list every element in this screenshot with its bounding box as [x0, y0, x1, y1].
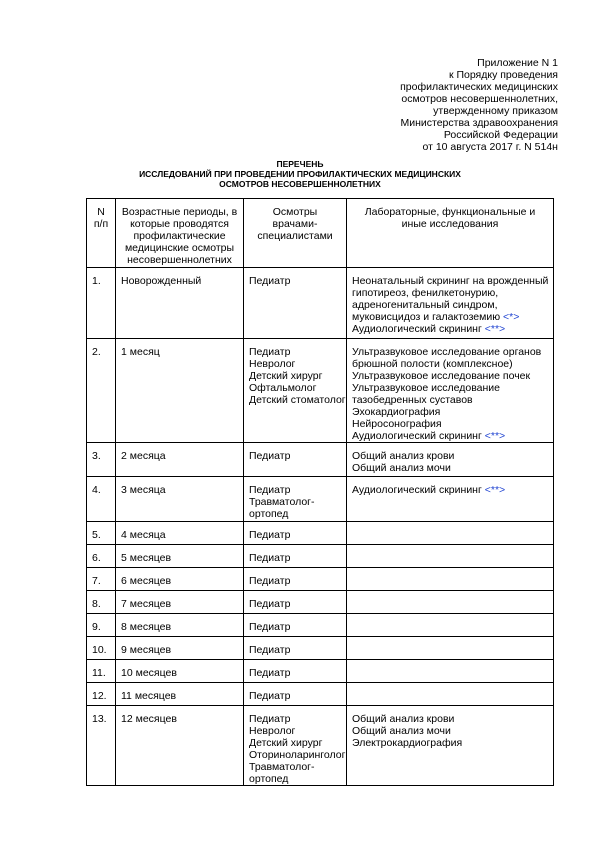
- row-age-period: 9 месяцев: [116, 637, 244, 660]
- row-age-period: 2 месяца: [116, 443, 244, 477]
- doctor-line: ортопед: [249, 508, 289, 520]
- row-tests: [347, 443, 554, 477]
- appendix-line: Российской Федерации: [443, 129, 558, 141]
- row-doctors: [244, 268, 347, 339]
- row-age-period: 3 месяца: [116, 477, 244, 522]
- doctor-line: Педиатр: [249, 713, 291, 725]
- table-row: [87, 545, 554, 568]
- test-line: [352, 394, 548, 406]
- test-line: [352, 287, 548, 299]
- test-text: тазобедренных суставов: [352, 394, 473, 406]
- footnote-link[interactable]: <**>: [484, 484, 506, 496]
- row-number: 12.: [87, 683, 116, 706]
- title-line-3: ОСМОТРОВ НЕСОВЕРШЕННОЛЕТНИХ: [219, 179, 381, 189]
- doctor-line: Офтальмолог: [249, 382, 317, 394]
- appendix-line: осмотров несовершеннолетних,: [401, 93, 558, 105]
- test-text: Аудиологический скрининг: [352, 484, 485, 496]
- test-text: Неонатальный скрининг на врожденный: [352, 275, 549, 287]
- test-line: [352, 418, 548, 430]
- test-line: [352, 323, 548, 335]
- header-num: [87, 199, 116, 268]
- row-number: 1.: [87, 268, 116, 339]
- examinations-table: [86, 198, 554, 786]
- row-doctors: [244, 545, 347, 568]
- table-row: [87, 660, 554, 683]
- doctor-line: Педиатр: [249, 690, 291, 702]
- test-text: Ультразвуковое исследование органов: [352, 346, 542, 358]
- test-line: [352, 462, 548, 474]
- test-line: [352, 725, 548, 737]
- test-text: Общий анализ мочи: [352, 462, 451, 474]
- table-row: [87, 522, 554, 545]
- row-doctors: [244, 706, 347, 786]
- row-number: 10.: [87, 637, 116, 660]
- doctor-line: Педиатр: [249, 598, 291, 610]
- row-age-period: 1 месяц: [116, 339, 244, 443]
- row-age-period: 6 месяцев: [116, 568, 244, 591]
- row-doctors: [244, 683, 347, 706]
- appendix-line: Приложение N 1: [477, 57, 558, 69]
- test-text: Электрокардиография: [352, 737, 463, 749]
- test-line: [352, 311, 548, 323]
- doctor-line: Педиатр: [249, 552, 291, 564]
- row-number: 6.: [87, 545, 116, 568]
- row-age-period: Новорожденный: [116, 268, 244, 339]
- title-line-2: ИССЛЕДОВАНИЙ ПРИ ПРОВЕДЕНИИ ПРОФИЛАКТИЧЕСКИХ МЕДИЦИНСКИХ: [139, 169, 461, 179]
- row-tests: [347, 614, 554, 637]
- test-text: Аудиологический скрининг: [352, 430, 485, 442]
- row-number: 7.: [87, 568, 116, 591]
- header-tests: Лабораторные, функциональные и иные исследования: [347, 199, 554, 268]
- doctor-line: Педиатр: [249, 575, 291, 587]
- table-header-row: [87, 199, 554, 268]
- doctor-line: Травматолог-: [249, 496, 315, 508]
- test-line: [352, 370, 548, 382]
- test-line: [352, 346, 548, 358]
- row-number: 2.: [87, 339, 116, 443]
- doctor-line: Детский хирург: [249, 370, 323, 382]
- row-tests: [347, 660, 554, 683]
- doctor-line: Педиатр: [249, 346, 291, 358]
- header-doctors: Осмотры врачами-специалистами: [244, 199, 347, 268]
- appendix-line: к Порядку проведения: [448, 69, 558, 81]
- table-row: [87, 568, 554, 591]
- row-tests: [347, 545, 554, 568]
- table-row: [87, 637, 554, 660]
- table-row: [87, 683, 554, 706]
- appendix-line: Министерства здравоохранения: [400, 117, 558, 129]
- doctor-line: Педиатр: [249, 667, 291, 679]
- test-line: [352, 430, 548, 442]
- row-tests: [347, 568, 554, 591]
- row-tests: [347, 339, 554, 443]
- test-text: Общий анализ мочи: [352, 725, 451, 737]
- row-age-period: 11 месяцев: [116, 683, 244, 706]
- doctor-line: Педиатр: [249, 450, 291, 462]
- test-text: Общий анализ крови: [352, 713, 455, 725]
- footnote-link[interactable]: <**>: [484, 323, 506, 335]
- doctor-line: Травматолог-: [249, 761, 315, 773]
- header-num-line-2: п/п: [93, 218, 109, 230]
- test-text: муковисцидоз и галактоземию: [352, 311, 504, 323]
- appendix-block: [338, 57, 558, 153]
- row-doctors: [244, 443, 347, 477]
- test-line: [352, 450, 548, 462]
- table-row: [87, 477, 554, 522]
- test-line: [352, 275, 548, 287]
- appendix-line: от 10 августа 2017 г. N 514н: [422, 141, 558, 153]
- doctor-line: Педиатр: [249, 275, 291, 287]
- title-line-1: ПЕРЕЧЕНЬ: [276, 159, 324, 169]
- row-tests: [347, 268, 554, 339]
- table-body: [87, 268, 554, 786]
- row-age-period: 10 месяцев: [116, 660, 244, 683]
- test-text: адреногенитальный синдром,: [352, 299, 498, 311]
- row-age-period: 8 месяцев: [116, 614, 244, 637]
- doctor-line: Педиатр: [249, 484, 291, 496]
- test-line: [352, 737, 548, 749]
- footnote-link[interactable]: <**>: [484, 430, 506, 442]
- test-text: Аудиологический скрининг: [352, 323, 485, 335]
- test-line: [352, 484, 548, 496]
- row-age-period: 12 месяцев: [116, 706, 244, 786]
- table-row: [87, 591, 554, 614]
- header-age: Возрастные периоды, в которые проводятся профилактические медицинские осмотры несовершеннолетних: [116, 199, 244, 268]
- table-row: [87, 614, 554, 637]
- row-doctors: [244, 637, 347, 660]
- test-line: [352, 358, 548, 370]
- test-text: брюшной полости (комплексное): [352, 358, 513, 370]
- appendix-line: профилактических медицинских: [400, 81, 558, 93]
- row-tests: [347, 706, 554, 786]
- row-number: 9.: [87, 614, 116, 637]
- header-num-line-1: N: [97, 206, 105, 218]
- table-row: [87, 443, 554, 477]
- test-line: [352, 713, 548, 725]
- table-row: [87, 706, 554, 786]
- row-doctors: [244, 614, 347, 637]
- doctor-line: Педиатр: [249, 644, 291, 656]
- doctor-line: Невролог: [249, 358, 296, 370]
- table-row: [87, 268, 554, 339]
- footnote-link[interactable]: <*>: [503, 311, 520, 323]
- row-doctors: [244, 660, 347, 683]
- test-line: [352, 382, 548, 394]
- document-title: [90, 159, 510, 189]
- row-tests: [347, 637, 554, 660]
- test-text: гипотиреоз, фенилкетонурию,: [352, 287, 499, 299]
- table-row: [87, 339, 554, 443]
- doctor-line: ортопед: [249, 773, 289, 785]
- test-text: Эхокардиография: [352, 406, 441, 418]
- row-number: 3.: [87, 443, 116, 477]
- row-number: 5.: [87, 522, 116, 545]
- row-tests: [347, 683, 554, 706]
- row-number: 11.: [87, 660, 116, 683]
- appendix-line: утвержденному приказом: [433, 105, 558, 117]
- doctor-line: Детский стоматолог: [249, 394, 346, 406]
- row-number: 8.: [87, 591, 116, 614]
- row-tests: [347, 591, 554, 614]
- test-line: [352, 406, 548, 418]
- row-doctors: [244, 591, 347, 614]
- doctor-line: Педиатр: [249, 621, 291, 633]
- doctor-line: Детский хирург: [249, 737, 323, 749]
- test-line: [352, 299, 548, 311]
- row-age-period: 7 месяцев: [116, 591, 244, 614]
- row-number: 4.: [87, 477, 116, 522]
- test-text: Ультразвуковое исследование почек: [352, 370, 531, 382]
- row-age-period: 5 месяцев: [116, 545, 244, 568]
- row-tests: [347, 477, 554, 522]
- row-number: 13.: [87, 706, 116, 786]
- row-doctors: [244, 339, 347, 443]
- doctor-line: Оториноларинголог: [249, 749, 346, 761]
- row-doctors: [244, 522, 347, 545]
- row-doctors: [244, 477, 347, 522]
- test-text: Общий анализ крови: [352, 450, 455, 462]
- test-text: Нейросонография: [352, 418, 442, 430]
- row-tests: [347, 522, 554, 545]
- doctor-line: Педиатр: [249, 529, 291, 541]
- row-doctors: [244, 568, 347, 591]
- row-age-period: 4 месяца: [116, 522, 244, 545]
- test-text: Ультразвуковое исследование: [352, 382, 501, 394]
- doctor-line: Невролог: [249, 725, 296, 737]
